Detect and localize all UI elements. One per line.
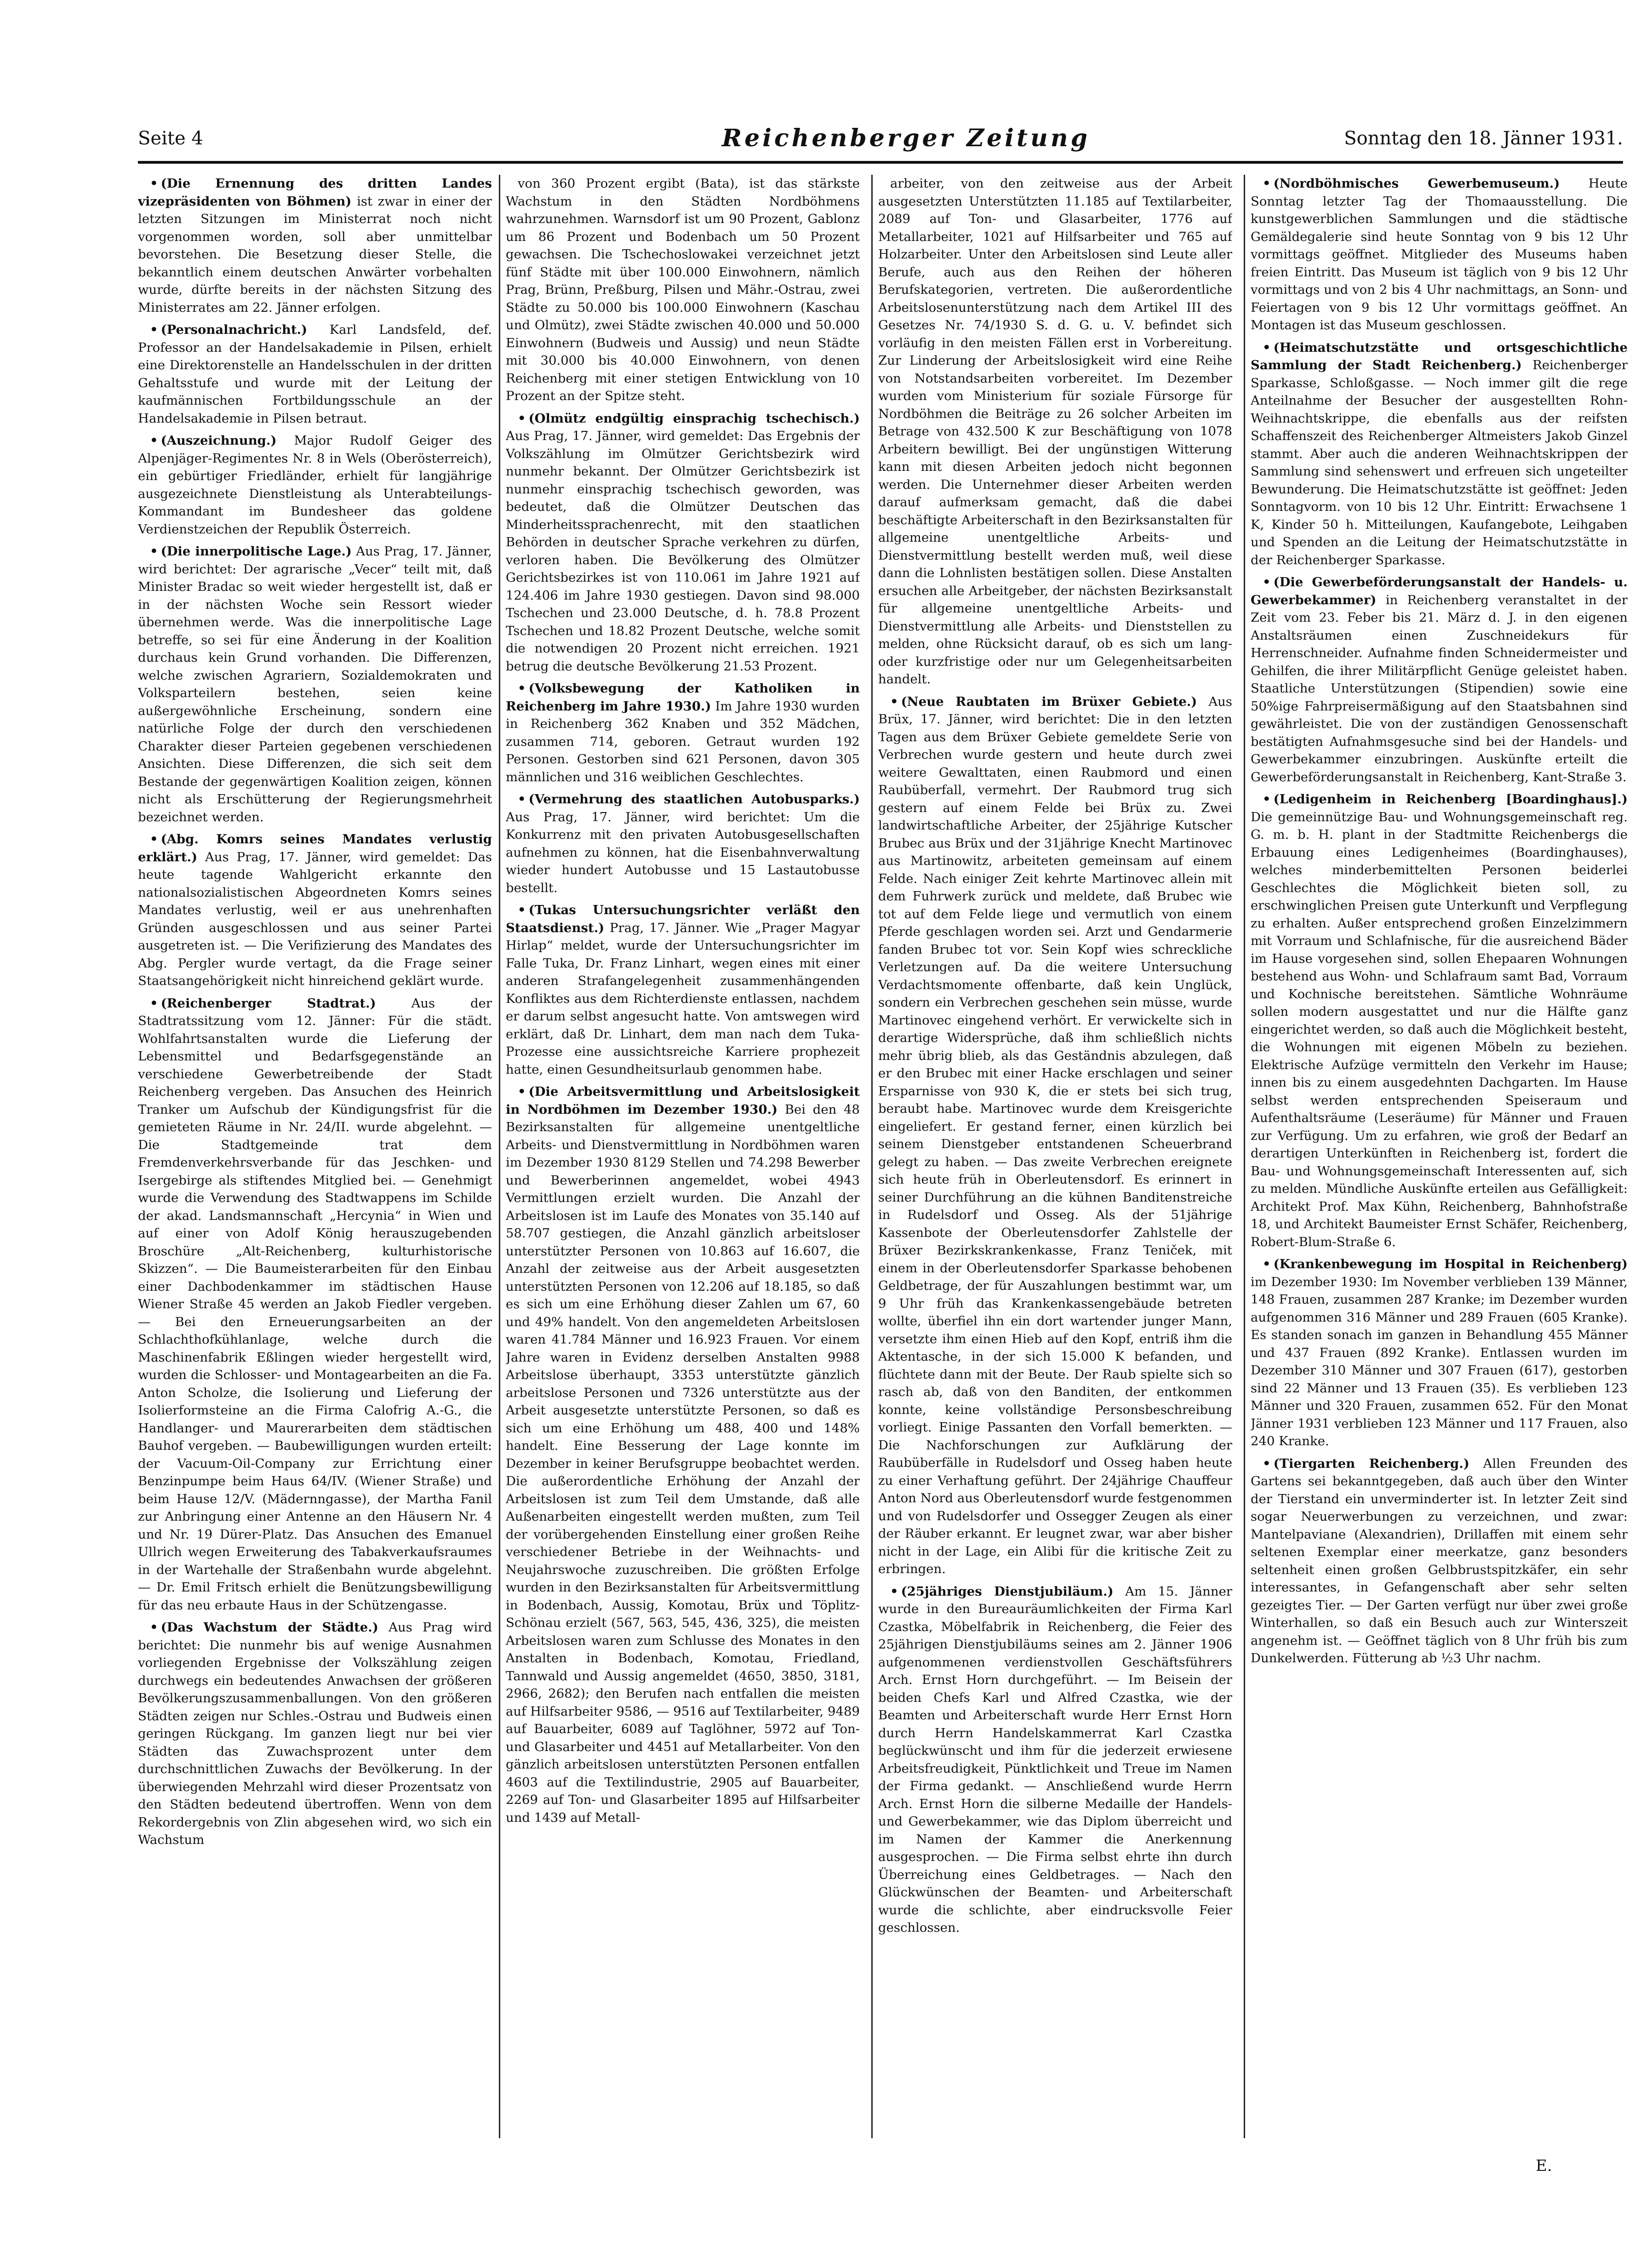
article-heading: (Reichenberger Stadtrat.) — [160, 996, 376, 1011]
bullet-icon: • — [518, 903, 526, 917]
bullet-icon: • — [1263, 340, 1271, 355]
footer-mark: E. — [1536, 2157, 1552, 2175]
article-text: Aus Brüx, 17. Jänner, wird berichtet: Die in den letzten Tagen aus dem Brüxer Gebiete gemeldete Serie von Verbrechen wurde gestern und heute durch zwei weitere Gewalttaten, einen Raubmord und einen Raubüberfall, vermehrt. Der Raubmord trug sich gestern auf einem Felde bei Brüx zu. Zwei landwirtschaftliche Arbeiter, der 25jährige Kutscher Brubec aus Brüx und der 31jährige Knecht Martinovec aus Martinowitz, arbeiteten gemeinsam auf einem Felde. Nach einiger Zeit kehrte Martinovec allein mit dem Fuhrwerk zurück und meldete, daß Brubec wie tot auf dem Felde liege und vermutlich von einem Pferde geschlagen worden sei. Arzt und Gendarmerie fanden Brubec tot vor. Sein Kopf wies schreckliche Verletzungen auf. Da die weitere Untersuchung Verdachtsmomente offenbarte, daß kein Unglück, sondern ein Verbrechen geschehen sein müsse, wurde Martinovec eingehend verhört. Er verwickelte sich in derartige Widersprüche, daß ihm schließlich nichts mehr übrig blieb, als das Geständnis abzulegen, daß er den Brubec mit einer Hacke erschlagen und seiner Ersparnisse von 930 K, die er stets bei sich trug, beraubt habe. Martinovec wurde dem Kreisgerichte eingeliefert. Er gestand ferner, einen kürzlich bei seinem Dienstgeber entstandenen Scheuerbrand gelegt zu haben. — Das zweite Verbrechen ereignete sich heute früh in Oberleutensdorf. Es erinnert in seiner Durchführung an die kühnen Banditenstreiche in Rudelsdorf und Osseg. Als der 51jährige Kassenbote der Oberleutensdorfer Zahlstelle der Brüxer Bezirkskrankenkasse, Franz Teniček, mit einem in der Oberleutensdorfer Sparkasse behobenen Geldbetrage, der für Auszahlungen bestimmt war, um 9 Uhr früh das Krankenkassengebäude betreten wollte, überfiel ihn ein dort wartender junger Mann, versetzte ihm einen Hieb auf den Kopf, entriß ihm die Aktentasche, in der sich 15.000 K befanden, und flüchtete dann mit der Beute. Der Raub spielte sich so rasch ab, daß von den Banditen, der entkommen konnte, keine vollständige Personsbeschreibung vorliegt. Einige Passanten den Vorfall bemerkten. — Die Nachforschungen zur Aufklärung der Raubüberfälle in Rudelsdorf und Osseg haben heute zu einer Verhaftung geführt. Der 24jährige Chauffeur Anton Nord aus Oberleutensdorf wurde festgenommen und von Rudelsdorfer und Ossegger Zeugen als einer der Räuber erkannt. Er leugnet zwar, war aber bisher nicht in der Lage, ein Alibi für die kritische Zeit zu erbringen. — [878, 694, 1232, 1576]
article-paragraph — [1251, 175, 1628, 334]
bullet-icon: • — [518, 1084, 526, 1099]
article — [138, 1619, 492, 1849]
bullet-icon: • — [518, 681, 526, 696]
article — [506, 680, 860, 786]
article-text: Reichenberger Sparkasse, Schloßgasse. — Noch immer gilt die rege Anteilnahme der Besucher der ausgestellten Rohn-Weihnachtskrippe, die ebenfalls aus der reifsten Schaffenszeit des Reichenberger Altmeisters Jakob Ginzel stammt. Aber auch die anderen Weihnachtskrippen der Sammlung sind sehenswert und erfreuen sich ungeteilter Bewunderung. Die Heimatschutzstätte ist geöffnet: Jeden Sonntagvorm. von 10 bis 12 Uhr. Eintritt: Erwachsene 1 K, Kinder 50 h. Mitteilungen, Kaufangebote, Leihgaben und Spenden an die Leitung der Heimatschutzstätte in der Reichenberger Sparkasse. — [1251, 358, 1628, 567]
article-text: Karl Landsfeld, def. Professor an der Handelsakademie in Pilsen, erhielt eine Direktorenstelle an Handelsschulen in der dritten Gehaltsstufe und wurde mit der Leitung der kaufmännischen Fortbildungsschule an der Handelsakademie in Pilsen betraut. — [138, 322, 492, 426]
article-heading: (Tiergarten Reichenberg.) — [1273, 1456, 1469, 1471]
article-text: Aus Prag wird berichtet: Die nunmehr bis auf wenige Ausnahmen vorliegenden Ergebnisse der Volkszählung zeigen durchwegs ein bedeutendes Anwachsen der größeren Bevölkerungszusammenballungen. Von den größeren Städten zeigen nur Schles.-Ostrau und Budweis einen geringen Rückgang. Im ganzen liegt nur bei vier Städten das Zuwachsprozent unter dem durchschnittlichen Zuwachs der Bevölkerung. In der überwiegenden Mehrzahl wird dieser Prozentsatz von den Städten bedeutend übertroffen. Wenn von dem Rekordergebnis von Zlin abgesehen wird, wo sich ein Wachstum — [138, 1620, 492, 1847]
article-paragraph — [506, 410, 860, 675]
article-text: ist zwar in einer der letzten Sitzungen im Ministerrat noch nicht vorgenommen worden, soll aber unmittelbar bevorstehen. Die Besetzung dieser Stelle, die bekanntlich einem deutschen Anwärter vorbehalten wurde, dürfte bereits in der nächsten Sitzung des Ministerrates am 22. Jänner erfolgen. — [138, 194, 492, 315]
article-text: Im Jahre 1930 wurden in Reichenberg 362 Knaben und 352 Mädchen, zusammen 714, geboren. Getraut wurden 192 Personen. Gestorben sind 621 Personen, davon 305 männlichen und 316 weiblichen Geschlechtes. — [506, 698, 860, 784]
bullet-icon: • — [150, 433, 158, 448]
article — [138, 830, 492, 990]
article — [506, 175, 860, 405]
bullet-icon: • — [1263, 1456, 1271, 1471]
article-heading: (Heimatschutzstätte und ortsgeschichtliche Sammlung der Stadt Reichenberg.) — [1251, 340, 1628, 372]
article-heading: (Neue Raubtaten im Brüxer Gebiete.) — [901, 694, 1197, 709]
article-paragraph — [878, 693, 1232, 1578]
article-paragraph — [1251, 1455, 1628, 1667]
article-heading: (Volksbewegung der Katholiken in Reichenberg im Jahre 1930.) — [506, 681, 860, 714]
article — [506, 901, 860, 1078]
article-text: Aus Prag, 17. Jänner, wird berichtet: Der agrarische „Vecer“ teilt mit, daß Minister Bradac so weit wieder hergestellt ist, daß er in der nächsten Woche sein Ressort wieder übernehmen werde. Was die innerpolitische Lage betreffe, so sei für eine Änderung in der Koalition durchaus kein Grund vorhanden. Die Differenzen, welche zwischen Agrariern, Sozialdemokraten und Volksparteilern bestehen, seien keine außergewöhnliche Erscheinung, sondern eine natürliche Folge der durch den verschiedenen Charakter dieser Parteien gegebenen verschiedenen Ansichten. Diese Differenzen, die sich seit dem Bestande der gegenwärtigen Koalition zeigen, können nicht als Erschütterung der Regierungsmehrheit bezeichnet werden. — [138, 544, 492, 824]
article-text: Aus Prag, 17. Jänner, wird gemeldet: Das Ergebnis der Volkszählung im Olmützer Gerichtsbezirk wird nunmehr bekannt. Der Olmützer Gerichtsbezirk ist nunmehr einsprachig tschechisch geworden, was bedeutet, daß die Olmützer Deutschen das Minderheitssprachenrecht, mit den staatlichen Behörden in deutscher Sprache verkehren zu dürfen, verloren haben. Die Bevölkerung des Olmützer Gerichtsbezirkes ist von 110.061 im Jahre 1921 auf 124.406 im Jahre 1930 gestiegen. Davon sind 98.000 Tschechen und 23.000 Deutsche, d. h. 78.8 Prozent Tschechen und 18.82 Prozent Deutsche, welche somit die notwendigen 20 Prozent nicht erreichen. 1921 betrug die deutsche Bevölkerung 21.53 Prozent. — [506, 429, 860, 674]
article-text: arbeiter, von den zeitweise aus der Arbeit ausgesetzten Unterstützten 11.185 auf Textilarbeiter, 2089 auf Ton- und Glasarbeiter, 1776 auf Metallarbeiter, 1021 auf Hilfsarbeiter und 765 auf Holzarbeiter. Unter den Arbeitslosen sind Leute aller Berufe, auch aus den Reihen der höheren Berufskategorien, vertreten. Die außerordentliche Arbeitslosenunterstützung nach dem Artikel III des Gesetzes Nr. 74/1930 S. d. G. u. V. befindet sich vorläufig in den meisten Fällen erst in Vorbereitung. Zur Linderung der Arbeitslosigkeit wird eine Reihe von Notstandsarbeiten vorbereitet. Im Dezember wurden vom Ministerium für soziale Fürsorge für Nordböhmen die Beiträge zu 26 solcher Arbeiten im Betrage von 432.500 K zur Beschäftigung von 1078 Arbeitern bewilligt. Bei der ungünstigen Witterung kann mit diesen Arbeiten jedoch nicht begonnen werden. Die Unternehmer dieser Arbeiten werden darauf aufmerksam gemacht, daß die dabei beschäftigte Arbeiterschaft in den Bezirksanstalten für allgemeine unentgeltliche Arbeits- und Dienstvermittlung bestellt werden muß, weil diese dann die Lohnlisten bestätigen sollen. Diese Anstalten ersuchen alle Arbeitgeber, der nächsten Bezirksanstalt für allgemeine unentgeltliche Arbeits- und Dienstvermittlung alle Arbeits- und Dienststellen zu melden, ohne Rücksicht darauf, ob es sich um lang- oder kurzfristige oder nur um Gelegenheitsarbeiten handelt. — [878, 176, 1232, 687]
article-paragraph — [506, 680, 860, 786]
article — [138, 175, 492, 316]
article-text: Aus Prag, 17. Jänner, wird gemeldet: Das heute tagende Wahlgericht erkannte den nationalsozialistischen Abgeordneten Komrs seines Mandates verlustig, weil er aus unehrenhaften Gründen ausgeschlossen und aus seiner Partei ausgetreten ist. — Die Verifizierung des Mandates des Abg. Pergler wurde vertagt, da die Frage seiner Staatsangehörigkeit nicht hinreichend geklärt wurde. — [138, 849, 492, 988]
article-paragraph — [138, 543, 492, 826]
masthead — [138, 124, 1623, 164]
article — [1251, 1455, 1628, 1667]
article — [1251, 573, 1628, 786]
column-3 — [878, 175, 1232, 2138]
article-paragraph — [1251, 573, 1628, 786]
article-paragraph — [506, 1083, 860, 1826]
article-paragraph — [138, 432, 492, 538]
column-1 — [138, 175, 492, 2138]
article-text: Am 15. Jänner wurde in den Bureauräumlichkeiten der Firma Karl Czastka, Möbelfabrik in Reichenberg, die Feier des 25jährigen Dienstjubiläums seines am 2. Jänner 1906 aufgenommenen verdienstvollen Geschäftsführers Arch. Ernst Horn durchgeführt. — Im Beisein der beiden Chefs Karl und Alfred Czastka, wie der Beamten und Arbeiterschaft wurde Herr Ernst Horn durch Herrn Handelskammerrat Karl Czastka beglückwünscht und ihm für die jederzeit erwiesene Arbeitsfreudigkeit, Pünktlichkeit und Treue im Namen der Firma gedankt. — Anschließend wurde Herrn Arch. Ernst Horn die silberne Medaille der Handels- und Gewerbekammer, wie das Diplom überreicht und im Namen der Kammer die Anerkennung ausgesprochen. — Die Firma selbst ehrte ihn durch Überreichung eines Geldbetrages. — Nach den Glückwünschen der Beamten- und Arbeiterschaft wurde die schlichte, aber eindrucksvolle Feier geschlossen. — [878, 1584, 1232, 1935]
article-paragraph — [138, 175, 492, 316]
article-paragraph — [1251, 339, 1628, 569]
article-paragraph — [138, 321, 492, 427]
article-heading: (Personalnachricht.) — [160, 322, 308, 337]
bullet-icon: • — [150, 322, 158, 337]
article-heading: (Die Ernennung des dritten Landes vizepräsidenten von Böhmen) — [138, 176, 492, 209]
article-paragraph — [138, 995, 492, 1614]
bullet-icon: • — [518, 792, 526, 807]
article-heading: (Auszeichnung.) — [160, 433, 277, 448]
article-heading: (Die innerpolitische Lage.) — [160, 544, 352, 559]
article-text: Heute Sonntag letzter Tag der Thomaausstellung. Die kunstgewerblichen Sammlungen und die städtische Gemäldegalerie sind heute Sonntag von 9 bis 12 Uhr vormittags geöffnet. Mitglieder des Museums haben freien Eintritt. Das Museum ist täglich von 9 bis 12 Uhr vormittags und von 2 bis 4 Uhr nachmittags, an Sonn- und Feiertagen von 9 bis 12 Uhr vormittags geöffnet. An Montagen ist das Museum geschlossen. — [1251, 176, 1628, 332]
bullet-icon: • — [150, 1620, 158, 1635]
column-4 — [1251, 175, 1628, 2138]
bullet-icon: • — [150, 996, 158, 1011]
article-heading: (Nordböhmisches Gewerbemuseum.) — [1273, 176, 1560, 191]
article-heading: (Ledigenheim in Reichenberg [Boardinghaus].) — [1273, 792, 1628, 807]
article-paragraph — [506, 901, 860, 1078]
article-heading: (Olmütz endgültig einsprachig tschechisch.) — [528, 411, 860, 426]
article — [1251, 1255, 1628, 1450]
article — [506, 790, 860, 897]
article-heading: (Die Arbeitsvermittlung und Arbeitslosigkeit in Nordböhmen im Dezember 1930.) — [506, 1084, 860, 1117]
bullet-icon: • — [518, 411, 526, 426]
newspaper-title: Reichenberger Zeitung — [722, 124, 1090, 152]
bullet-icon: • — [1263, 575, 1271, 590]
article — [138, 321, 492, 427]
bullet-icon: • — [1263, 176, 1271, 191]
article-text: Major Rudolf Geiger des Alpenjäger-Regimentes Nr. 8 in Wels (Oberösterreich), ein gebürtiger Friedländer, erhielt für langjährige ausgezeichnete Dienstleistung als Unterabteilungs-Kommandant im Bundesheer das goldene Verdienstzeichen der Republik Österreich. — [138, 433, 492, 537]
article — [878, 693, 1232, 1578]
column-2 — [506, 175, 860, 2138]
article-text: in Reichenberg veranstaltet in der Zeit vom 23. Feber bis 21. März d. J. in den eigenen Anstaltsräumen einen Zuschneidekurs für Herrenschneider. Aufnahme finden Schneidermeister und Gehilfen, die ihrer Militärpflicht Genüge geleistet haben. Staatliche Unterstützungen (Stipendien) sowie eine 50%ige Fahrpreisermäßigung auf den Staatsbahnen sind gewährleistet. Die von der zuständigen Genossenschaft bestätigten Aufnahmsgesuche sind bei der Handels- und Gewerbekammer einzubringen. Auskünfte erteilt die Gewerbeförderungsanstalt in Reichenberg, Kant-Straße 3. — [1251, 592, 1628, 784]
article-heading: (Die Gewerbeförderungsanstalt der Handels- u. Gewerbekammer) — [1251, 575, 1628, 607]
article-paragraph — [878, 175, 1232, 688]
article-text: Prag, 17. Jänner. Wie „Prager Magyar Hirlap“ meldet, wurde der Untersuchungsrichter im Falle Tuka, Dr. Franz Linhart, wegen eines mit einer anderen Strafangelegenheit zusammenhängenden Konfliktes aus dem Richterdienste entlassen, nachdem er darum selbst angesucht hatte. Von amtswegen wird erklärt, daß Dr. Linhart, dem man nach dem Tuka-Prozesse eine aussichtsreiche Karriere prophezeit hatte, einen Gesundheitsurlaub genommen habe. — [506, 920, 860, 1077]
article — [506, 410, 860, 675]
issue-date: Sonntag den 18. Jänner 1931. — [1344, 128, 1623, 149]
bullet-icon: • — [1263, 792, 1271, 807]
article-paragraph — [1251, 1255, 1628, 1450]
article-heading: (Abg. Komrs seines Mandates verlustig erklärt.) — [138, 832, 492, 864]
bullet-icon: • — [150, 832, 158, 847]
article-paragraph — [506, 790, 860, 897]
article-heading: (Krankenbewegung im Hospital in Reichenberg) — [1273, 1257, 1628, 1271]
bullet-icon: • — [150, 544, 158, 559]
article-heading: (Tukas Untersuchungsrichter verläßt den Staatsdienst.) — [506, 903, 860, 935]
article — [1251, 175, 1628, 334]
article-text: Bei den 48 Bezirksanstalten für allgemeine unentgeltliche Arbeits- und Dienstvermittlung in Nordböhmen waren im Dezember 1930 8129 Stellen und 74.298 Bewerber und Bewerberinnen angemeldet, wobei 4943 Vermittlungen erzielt wurden. Die Anzahl der Arbeitslosen ist im Laufe des Monates von 35.140 auf 58.707 gestiegen, die Anzahl gänzlich arbeitsloser unterstützter Personen von 10.863 auf 16.607, die Anzahl der zeitweise aus der Arbeit ausgesetzten unterstützten Personen von 12.206 auf 18.185, so daß es sich um eine Erhöhung dieser Zahlen um 67, 60 und 49% handelt. Von den angemeldeten Arbeitslosen waren 41.784 Männer und 16.923 Frauen. Vor einem Jahre waren in Evidenz derselben Anstalten 9988 Arbeitslose überhaupt, 3353 unterstützte gänzlich arbeitslose Personen und 7326 unterstützte aus der Arbeit ausgesetzte unterstützte Personen, so daß es sich um eine Erhöhung um 488, 400 und 148% handelt. Eine Besserung der Lage konnte im Dezember in keiner Berufsgruppe beobachtet werden. Die außerordentliche Erhöhung der Anzahl der Arbeitslosen ist zum Teil dem Umstande, daß alle Außenarbeiten eingestellt werden mußten, zum Teil der vorübergehenden Einstellung einer großen Reihe verschiedener Betriebe in der Weihnachts- und Neujahrswoche zuzuschreiben. Die größten Erfolge wurden in den Bezirksanstalten für Arbeitsvermittlung in Bodenbach, Aussig, Komotau, Brüx und Töplitz-Schönau erzielt (567, 563, 545, 436, 325), die meisten Arbeitslosen waren zum Schlusse des Monates in den Anstalten in Bodenbach, Komotau, Friedland, Tannwald und Aussig angemeldet (4650, 3850, 3181, 2966, 2682); den Berufen nach entfallen die meisten auf Hilfsarbeiter 9586, — 9516 auf Textilarbeiter, 9489 auf Bauarbeiter, 6089 auf Taglöhner, 5972 auf Ton- und Glasarbeiter und 4451 auf Metallarbeiter. Von den gänzlich arbeitslosen unterstützten Personen entfallen 4603 auf die Textilindustrie, 2905 auf Bauarbeiter, 2269 auf Ton- und Glasarbeiter 1895 auf Hilfsarbeiter und 1439 auf Metall- — [506, 1102, 860, 1825]
article — [1251, 790, 1628, 1251]
article-heading: (25jähriges Dienstjubiläum.) — [901, 1584, 1114, 1599]
columns — [138, 175, 1628, 2138]
article-text: Aus der Stadtratssitzung vom 12. Jänner: Für die städt. Wohlfahrtsanstalten wurde die Lieferung der Lebensmittel und Bedarfsgegenstände an verschiedene Gewerbetreibende der Stadt Reichenberg vergeben. Das Ansuchen des Heinrich Tranker um Aufschub der Kündigungsfrist für die gemieteten Räume in Nr. 24/II. wurde abgelehnt. — Die Stadtgemeinde trat dem Fremdenverkehrsverbande für das Jeschken- und Isergebirge als stiftendes Mitglied bei. — Genehmigt wurde die Verwendung des Stadtwappens im Schilde der akad. Landsmannschaft „Hercynia“ in Wien und auf einer von Adolf König herauszugebenden Broschüre „Alt-Reichenberg, kulturhistorische Skizzen“. — Die Baumeisterarbeiten für den Einbau einer Dachbodenkammer im städtischen Hause Wiener Straße 45 werden an Jakob Fiedler vergeben. — Bei den Erneuerungsarbeiten an der Schlachthofkühlanlage, welche durch die Maschinenfabrik Eßlingen wieder hergestellt wird, wurden die Schlosser- und Montagearbeiten an die Fa. Anton Scholze, die Isolierung und Lieferung der Isolierformsteine an die Firma Calofrig A.-G., die Handlanger- und Maurerarbeiten dem städtischen Bauhof vergeben. — Baubewilligungen wurden erteilt: der Vacuum-Oil-Company zur Errichtung einer Benzinpumpe beim Haus 64/IV. (Wiener Straße) und beim Hause 12/V. (Mädernngasse), der Martha Fanil zur Anbringung einer Antenne an den Häusern Nr. 4 und Nr. 19 Dürer-Platz. Das Ansuchen des Emanuel Ullrich wegen Erweiterung des Tabakverkaufsraumes in der Wartehalle der Straßenbahn wurde abgelehnt. — Dr. Emil Fritsch erhielt die Benützungsbewilligung für das neu erbaute Haus in der Schützengasse. — [138, 996, 492, 1613]
article-heading: (Vermehrung des staatlichen Autobusparks.) — [528, 792, 860, 807]
article — [878, 1583, 1232, 1937]
article-paragraph — [138, 830, 492, 990]
article — [1251, 339, 1628, 569]
article — [138, 432, 492, 538]
article-paragraph — [1251, 790, 1628, 1251]
article-paragraph — [138, 1619, 492, 1849]
article-text: im Dezember 1930: Im November verblieben 139 Männer, 148 Frauen, zusammen 287 Kranke; im Dezember wurden aufgenommen 316 Männer und 289 Frauen (605 Kranke). Es standen sonach im ganzen in Behandlung 455 Männer und 437 Frauen (892 Kranke). Entlassen wurden im Dezember 310 Männer und 307 Frauen (617), gestorben sind 22 Männer und 13 Frauen (35). Es verblieben 123 Männer und 320 Frauen, zusammen 652. Für den Monat Jänner 1931 verblieben 123 Männer und 117 Frauen, also 240 Kranke. — [1251, 1274, 1628, 1448]
article — [138, 543, 492, 826]
bullet-icon: • — [1263, 1257, 1271, 1271]
page-number: Seite 4 — [138, 128, 203, 149]
article — [138, 995, 492, 1614]
bullet-icon: • — [150, 176, 158, 191]
article-text: Die gemeinnützige Bau- und Wohnungsgemeinschaft reg. G. m. b. H. plant in der Stadtmitte Reichenbergs die Erbauung eines Ledigenheimes (Boardinghauses), welches minderbemittelten Personen beiderlei Geschlechtes die Möglichkeit bieten soll, zu erschwinglichen Preisen gute Unterkunft und Verpflegung zu erhalten. Außer entsprechend großen Einzelzimmern mit Vorraum und Schlafnische, für die ausreichend Bäder im Hause vorgesehen sind, sollen Ehepaaren Wohnungen bestehend aus Wohn- und Schlafraum samt Bad, Vorraum und Kochnische bereitstehen. Sämtliche Wohnräume sollen modern ausgestattet und nur die Hälfte ganz eingerichtet werden, so daß auch die Möglichkeit besteht, die Wohnungen mit eigenen Möbeln zu beziehen. Elektrische Aufzüge vermitteln den Verkehr im Hause; innen bis zu einem ausgedehnten Dachgarten. Im Hause selbst werden entsprechenden Speiseraum und Aufenthaltsräume (Leseräume) für Männer und Frauen zur Verfügung. Um zu erfahren, wie groß der Bedarf an derartigen Unterkünften in Reichenberg ist, fordert die Bau- und Wohnungsgemeinschaft Interessenten auf, sich zu melden. Mündliche Auskünfte erteilen aus Gefälligkeit: Architekt Prof. Max Kühn, Reichenberg, Bahnhofstraße 18, und Architekt Baumeister Ernst Schäfer, Reichenberg, Robert-Blum-Straße 6. — [1251, 809, 1628, 1249]
article-text: Allen Freunden des Gartens sei bekanntgegeben, daß auch über den Winter der Tierstand ein unverminderter ist. In letzter Zeit sind sogar Neuerwerbungen zu verzeichnen, und zwar: Mantelpaviane (Alexandrien), Drillaffen mit einem sehr seltenen Exemplar einer meerkatze, ganz besonders seltenheit einen großen Gelbbrustspitzkäfer, ein sehr interessantes, in Gefangenschaft aber sehr selten gezeigtes Tier. — Der Garten verfügt nur über zwei große Winterhallen, so daß ein Besuch auch zur Winterszeit angenehm ist. — Geöffnet täglich von 8 Uhr früh bis zum Dunkelwerden. Fütterung ab ½3 Uhr nachm. — [1251, 1456, 1628, 1666]
article — [878, 175, 1232, 688]
article-paragraph — [506, 175, 860, 405]
article-paragraph — [878, 1583, 1232, 1937]
bullet-icon: • — [890, 1584, 898, 1599]
bullet-icon: • — [890, 694, 898, 709]
article-text: Aus Prag, 17. Jänner, wird berichtet: Um die Konkurrenz mit den privaten Autobusgesellschaften aufnehmen zu können, hat die Eisenbahnverwaltung wieder hundert Autobusse und 15 Lastautobusse bestellt. — [506, 809, 860, 895]
article-heading: (Das Wachstum der Städte.) — [160, 1620, 378, 1635]
article — [506, 1083, 860, 1826]
article-text: von 360 Prozent ergibt (Bata), ist das stärkste Wachstum in den Städten Nordböhmens wahrzunehmen. Warnsdorf ist um 90 Prozent, Gablonz um 86 Prozent und Bodenbach um 50 Prozent gewachsen. Die Tschechoslowakei verzeichnet jetzt fünf Städte mit über 100.000 Einwohnern, nämlich Prag, Brünn, Preßburg, Pilsen und Mähr.-Ostrau, zwei Städte zu 50.000 bis 100.000 Einwohnern (Kaschau und Olmütz), zwei Städte zwischen 40.000 und 50.000 Einwohnern (Budweis und Aussig) und neun Städte mit 30.000 bis 40.000 Einwohnern, von denen Reichenberg mit einer stetigen Entwicklung von 10 Prozent an der Spitze steht. — [506, 176, 860, 403]
